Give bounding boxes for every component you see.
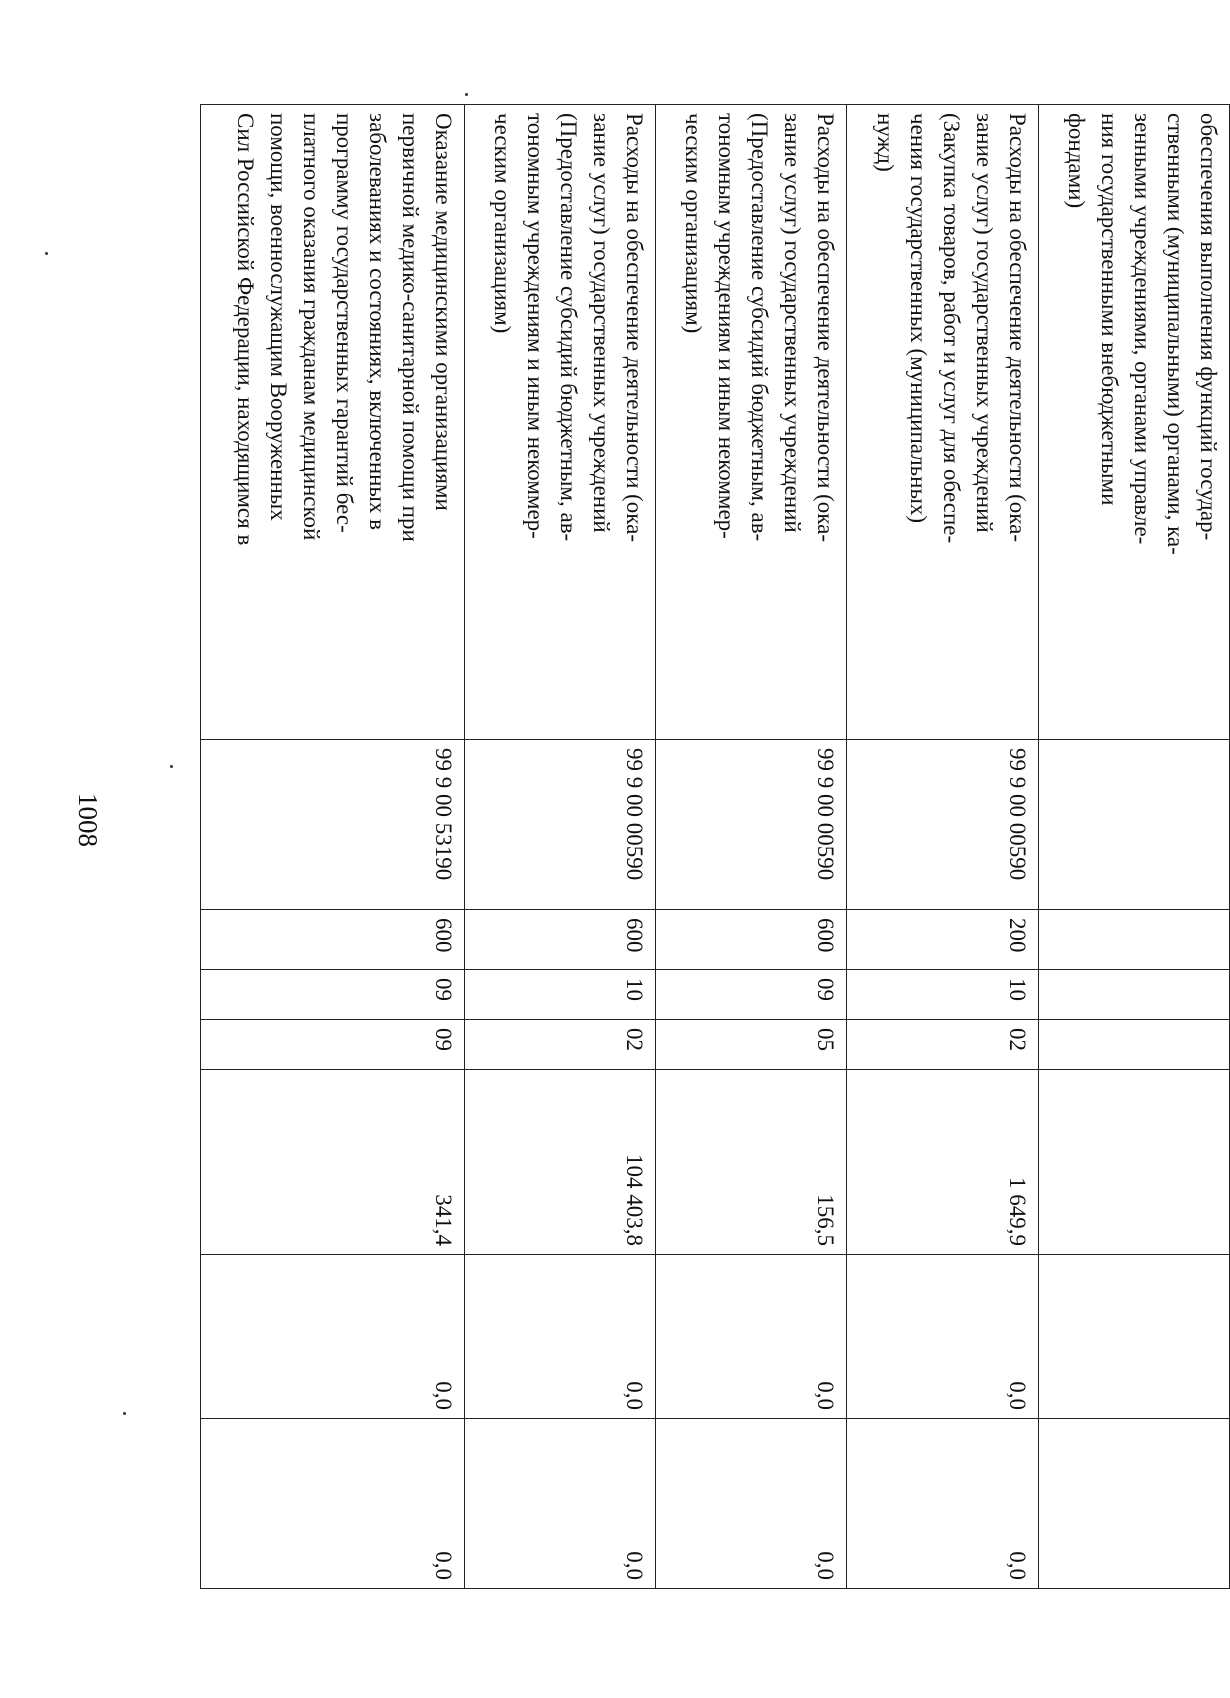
description-line: зание услуг) государственных учреждений [780, 113, 806, 533]
change-1-cell: 0,0 [656, 1255, 847, 1419]
description-line: ния государственными внебюджетными [1097, 113, 1122, 506]
description-line: нужд) [872, 113, 898, 172]
section-cell: 10 [847, 970, 1038, 1020]
change-2-cell: 0,0 [656, 1419, 847, 1589]
table-row [464, 105, 655, 1589]
change-1-cell: 0,0 [464, 1255, 655, 1419]
rotated-table-container [200, 104, 1230, 1588]
description-line: тономным учреждениям и иным некоммер- [714, 113, 740, 539]
description-line: помощи, военнослужащим Вооруженных [265, 113, 291, 521]
expense-type-cell: 600 [656, 910, 847, 970]
description-line: ческим организациям) [681, 113, 707, 334]
amount-cell: 104 403,8 [464, 1070, 655, 1255]
scan-speck [170, 765, 173, 768]
expense-type-cell [1038, 910, 1229, 970]
amount-cell: 1 649,9 [847, 1070, 1038, 1255]
table-row [1038, 105, 1229, 1589]
description-line: зание услуг) государственных учреждений [971, 113, 997, 533]
expense-type-cell: 600 [201, 910, 465, 970]
description-line: ственными (муниципальными) органами, ка- [1163, 113, 1188, 555]
description-line: (Закупка товаров, работ и услуг для обеспе- [938, 113, 964, 544]
table-row [656, 105, 847, 1589]
description-line: Расходы на обеспечение деятельности (ока- [622, 113, 648, 542]
table-row [201, 105, 465, 1589]
expense-type-cell: 600 [464, 910, 655, 970]
amount-cell: 341,4 [201, 1070, 465, 1255]
table-body [201, 105, 1230, 1589]
description-line: Сил Российской Федерации, находящимся в [232, 113, 258, 546]
section-cell [1038, 970, 1229, 1020]
change-1-cell: 0,0 [201, 1255, 465, 1419]
description-cell [1038, 105, 1229, 740]
subsection-cell: 02 [847, 1020, 1038, 1070]
section-cell: 09 [201, 970, 465, 1020]
change-2-cell: 0,0 [201, 1419, 465, 1589]
description-cell [201, 105, 465, 740]
change-1-cell: 0,0 [847, 1255, 1038, 1419]
description-line: фондами) [1064, 113, 1089, 209]
change-2-cell: 0,0 [464, 1419, 655, 1589]
target-article-cell: 99 9 00 00590 [464, 740, 655, 910]
expense-type-cell: 200 [847, 910, 1038, 970]
description-line: программу государственных гарантий бес- [331, 113, 357, 533]
section-cell: 09 [656, 970, 847, 1020]
description-line: первичной медико-санитарной помощи при [397, 113, 423, 542]
description-line: (Предоставление субсидий бюджетным, ав- [747, 113, 773, 542]
scan-speck [45, 252, 48, 255]
description-line: тономным учреждениям и иным некоммер- [523, 113, 549, 539]
subsection-cell: 09 [201, 1020, 465, 1070]
amount-cell: 156,5 [656, 1070, 847, 1255]
table-row [847, 105, 1038, 1589]
scan-speck [465, 93, 468, 96]
target-article-cell: 99 9 00 00590 [847, 740, 1038, 910]
page-number: 1008 [73, 793, 103, 847]
description-line: зенными учреждениями, органами управле- [1130, 113, 1155, 545]
description-line: обеспечения выполнения функций государ- [1196, 113, 1221, 541]
description-line: Расходы на обеспечение деятельности (ока- [813, 113, 839, 542]
description-line: Расходы на обеспечение деятельности (ока- [1004, 113, 1030, 542]
scan-speck [123, 1412, 126, 1415]
description-line: зание услуг) государственных учреждений [589, 113, 615, 533]
subsection-cell: 02 [464, 1020, 655, 1070]
subsection-cell [1038, 1020, 1229, 1070]
budget-table [200, 104, 1230, 1589]
description-line: Оказание медицинскими организациями [430, 113, 456, 511]
change-2-cell: 0,0 [847, 1419, 1038, 1589]
target-article-cell: 99 9 00 00590 [656, 740, 847, 910]
amount-cell [1038, 1070, 1229, 1255]
section-cell: 10 [464, 970, 655, 1020]
description-cell [656, 105, 847, 740]
description-line: ческим организациям) [490, 113, 516, 334]
description-cell [464, 105, 655, 740]
description-line: чения государственных (муниципальных) [905, 113, 931, 524]
change-1-cell [1038, 1255, 1229, 1419]
target-article-cell [1038, 740, 1229, 910]
change-2-cell [1038, 1419, 1229, 1589]
description-line: платного оказания гражданам медицинской [298, 113, 324, 541]
description-line: заболеваниях и состояниях, включенных в [364, 113, 390, 530]
description-line: (Предоставление субсидий бюджетным, ав- [556, 113, 582, 542]
subsection-cell: 05 [656, 1020, 847, 1070]
target-article-cell: 99 9 00 53190 [201, 740, 465, 910]
description-cell [847, 105, 1038, 740]
